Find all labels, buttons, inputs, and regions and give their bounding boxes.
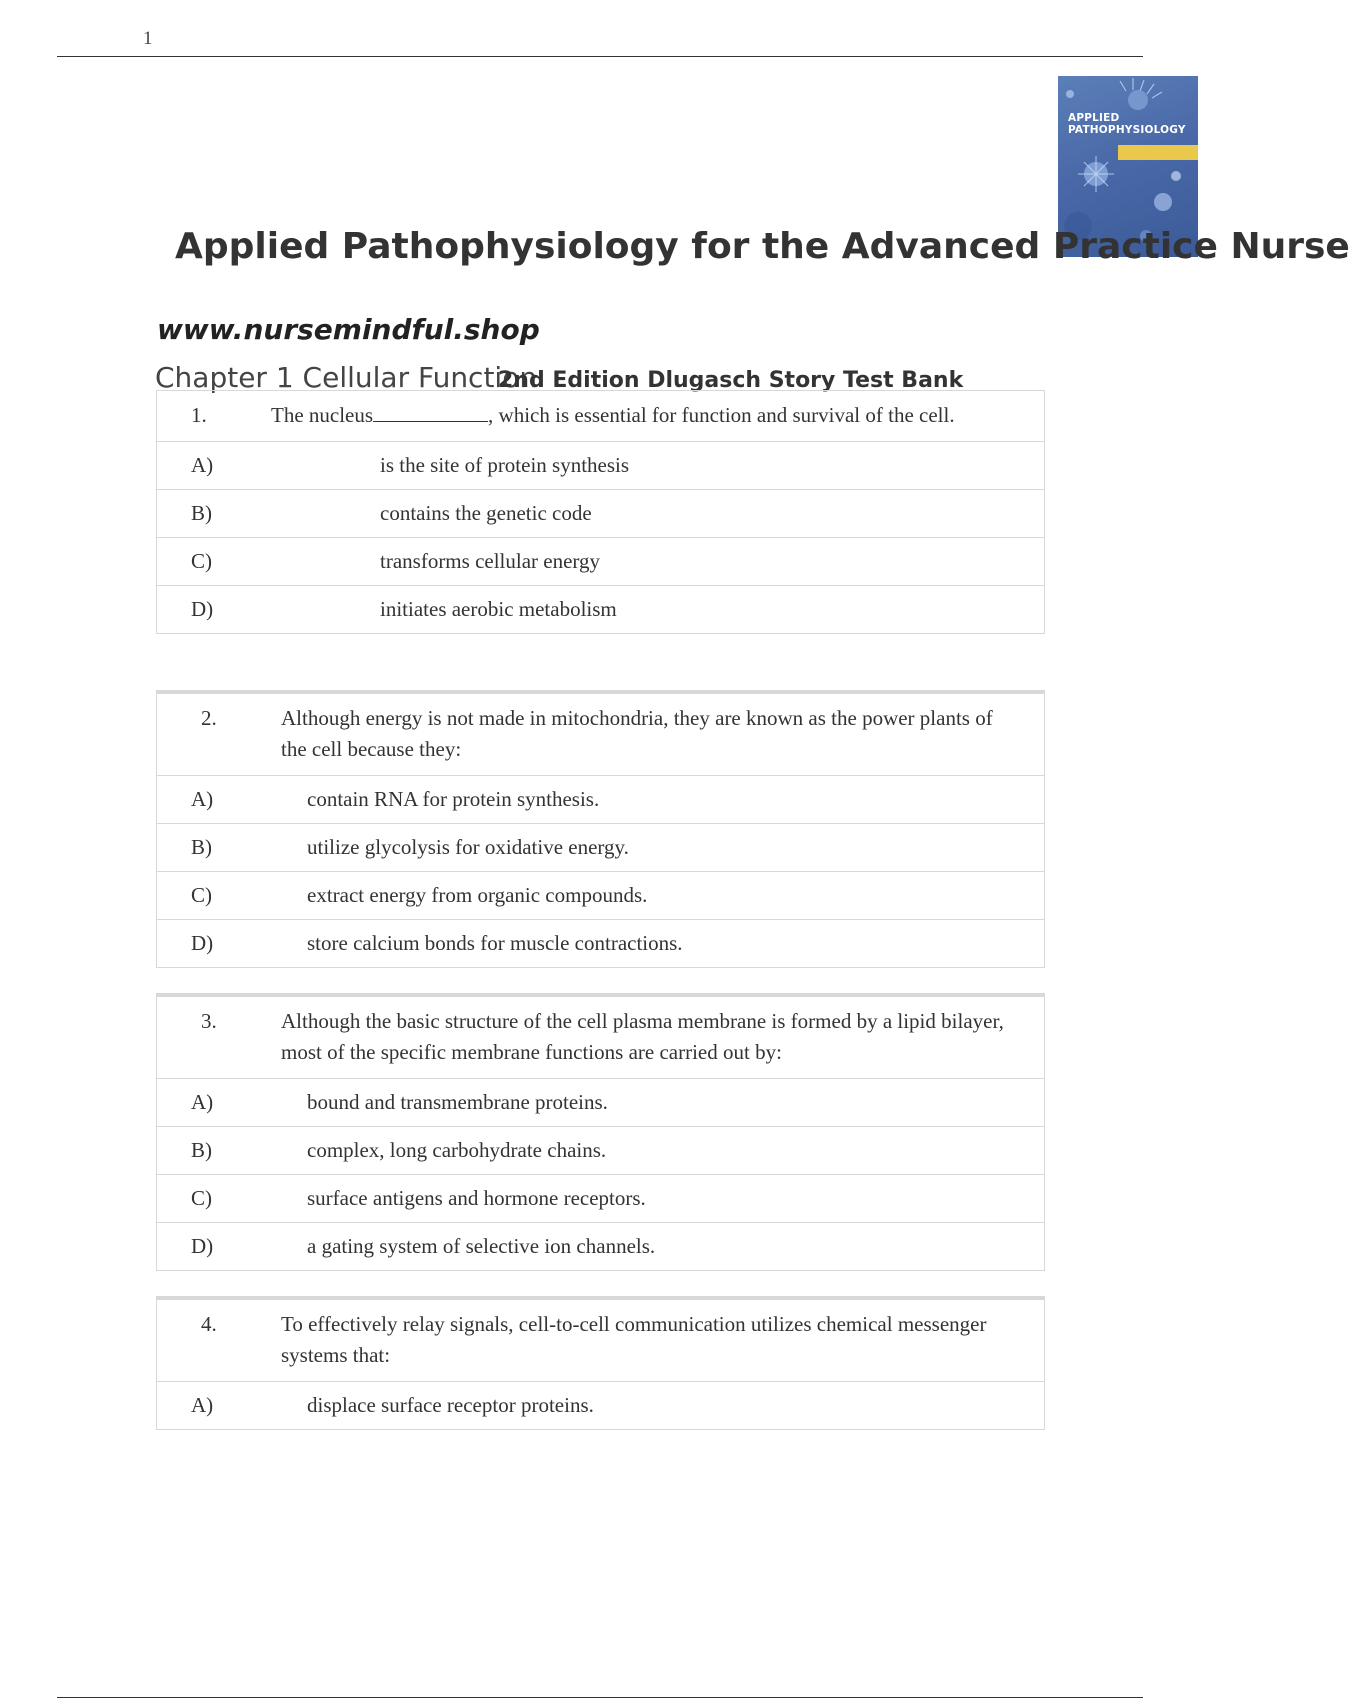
option-letter: A) [191, 787, 214, 811]
option-text: complex, long carbohydrate chains. [307, 1138, 607, 1162]
option-letter: A) [191, 453, 214, 477]
cover-title-line1: APPLIED [1068, 112, 1120, 124]
option-text: transforms cellular energy [380, 549, 601, 573]
question-text [271, 391, 1044, 441]
option-letter: B) [191, 501, 212, 525]
answer-option[interactable] [157, 1175, 1044, 1223]
edition-line: 2nd Edition Dlugasch Story Test Bank [498, 368, 964, 393]
answer-option[interactable] [157, 920, 1044, 967]
option-letter: C) [191, 549, 212, 573]
question-4 [156, 1296, 1045, 1430]
question-text-before: The nucleus [271, 403, 374, 427]
option-text: extract energy from organic compounds. [307, 883, 648, 907]
question-text: Although the basic structure of the cell plasma membrane is formed by a lipid bilayer, most of the specific membrane functions are carried out by: [281, 1009, 1004, 1064]
question-number: 3. [201, 1009, 217, 1033]
option-text: initiates aerobic metabolism [380, 597, 617, 621]
answer-option[interactable] [157, 824, 1044, 872]
option-text: surface antigens and hormone receptors. [307, 1186, 646, 1210]
option-letter: D) [191, 931, 214, 955]
answer-option[interactable] [157, 442, 1044, 490]
option-letter: C) [191, 883, 212, 907]
option-letter: A) [191, 1393, 214, 1417]
option-text: is the site of protein synthesis [380, 453, 630, 477]
option-text: contain RNA for protein synthesis. [307, 787, 600, 811]
answer-option[interactable] [157, 1223, 1044, 1270]
footer-rule [57, 1697, 1143, 1698]
question-number: 4. [201, 1312, 217, 1336]
page-number: 1 [143, 28, 153, 49]
question-number: 1. [191, 403, 207, 427]
document-title: Applied Pathophysiology for the Advanced Practice Nurse [175, 226, 1350, 267]
cover-title-line2: PATHOPHYSIOLOGY [1068, 124, 1186, 136]
option-letter: D) [191, 597, 214, 621]
question-text: Although energy is not made in mitochondria, they are known as the power plants of the cell because they: [281, 706, 993, 761]
option-text: contains the genetic code [380, 501, 592, 525]
answer-option[interactable] [157, 776, 1044, 824]
question-text-after: , which is essential for function and survival of the cell. [488, 403, 955, 427]
answer-option[interactable] [157, 586, 1044, 633]
option-letter: B) [191, 835, 212, 859]
option-text: a gating system of selective ion channels. [307, 1234, 656, 1258]
option-letter: C) [191, 1186, 212, 1210]
question-3 [156, 993, 1045, 1271]
option-text: utilize glycolysis for oxidative energy. [307, 835, 629, 859]
answer-option[interactable] [157, 1079, 1044, 1127]
answer-option[interactable] [157, 490, 1044, 538]
option-text: bound and transmembrane proteins. [307, 1090, 608, 1114]
answer-option[interactable] [157, 1127, 1044, 1175]
question-2 [156, 690, 1045, 968]
header-rule [57, 56, 1143, 57]
option-letter: D) [191, 1234, 214, 1258]
option-letter: B) [191, 1138, 212, 1162]
option-text: displace surface receptor proteins. [307, 1393, 594, 1417]
option-text: store calcium bonds for muscle contractions. [307, 931, 683, 955]
question-text: To effectively relay signals, cell-to-cell communication utilizes chemical messenger systems that: [281, 1312, 987, 1367]
answer-blank [373, 403, 488, 422]
answer-option[interactable] [157, 538, 1044, 586]
question-number: 2. [201, 706, 217, 730]
chapter-title: Chapter 1 Cellular Function [155, 361, 538, 394]
cover-subtitle-band [1118, 145, 1198, 160]
option-letter: A) [191, 1090, 214, 1114]
answer-option[interactable] [157, 1382, 1044, 1429]
answer-option[interactable] [157, 872, 1044, 920]
question-1 [156, 390, 1045, 634]
website-url[interactable]: www.nursemindful.shop [157, 313, 540, 346]
